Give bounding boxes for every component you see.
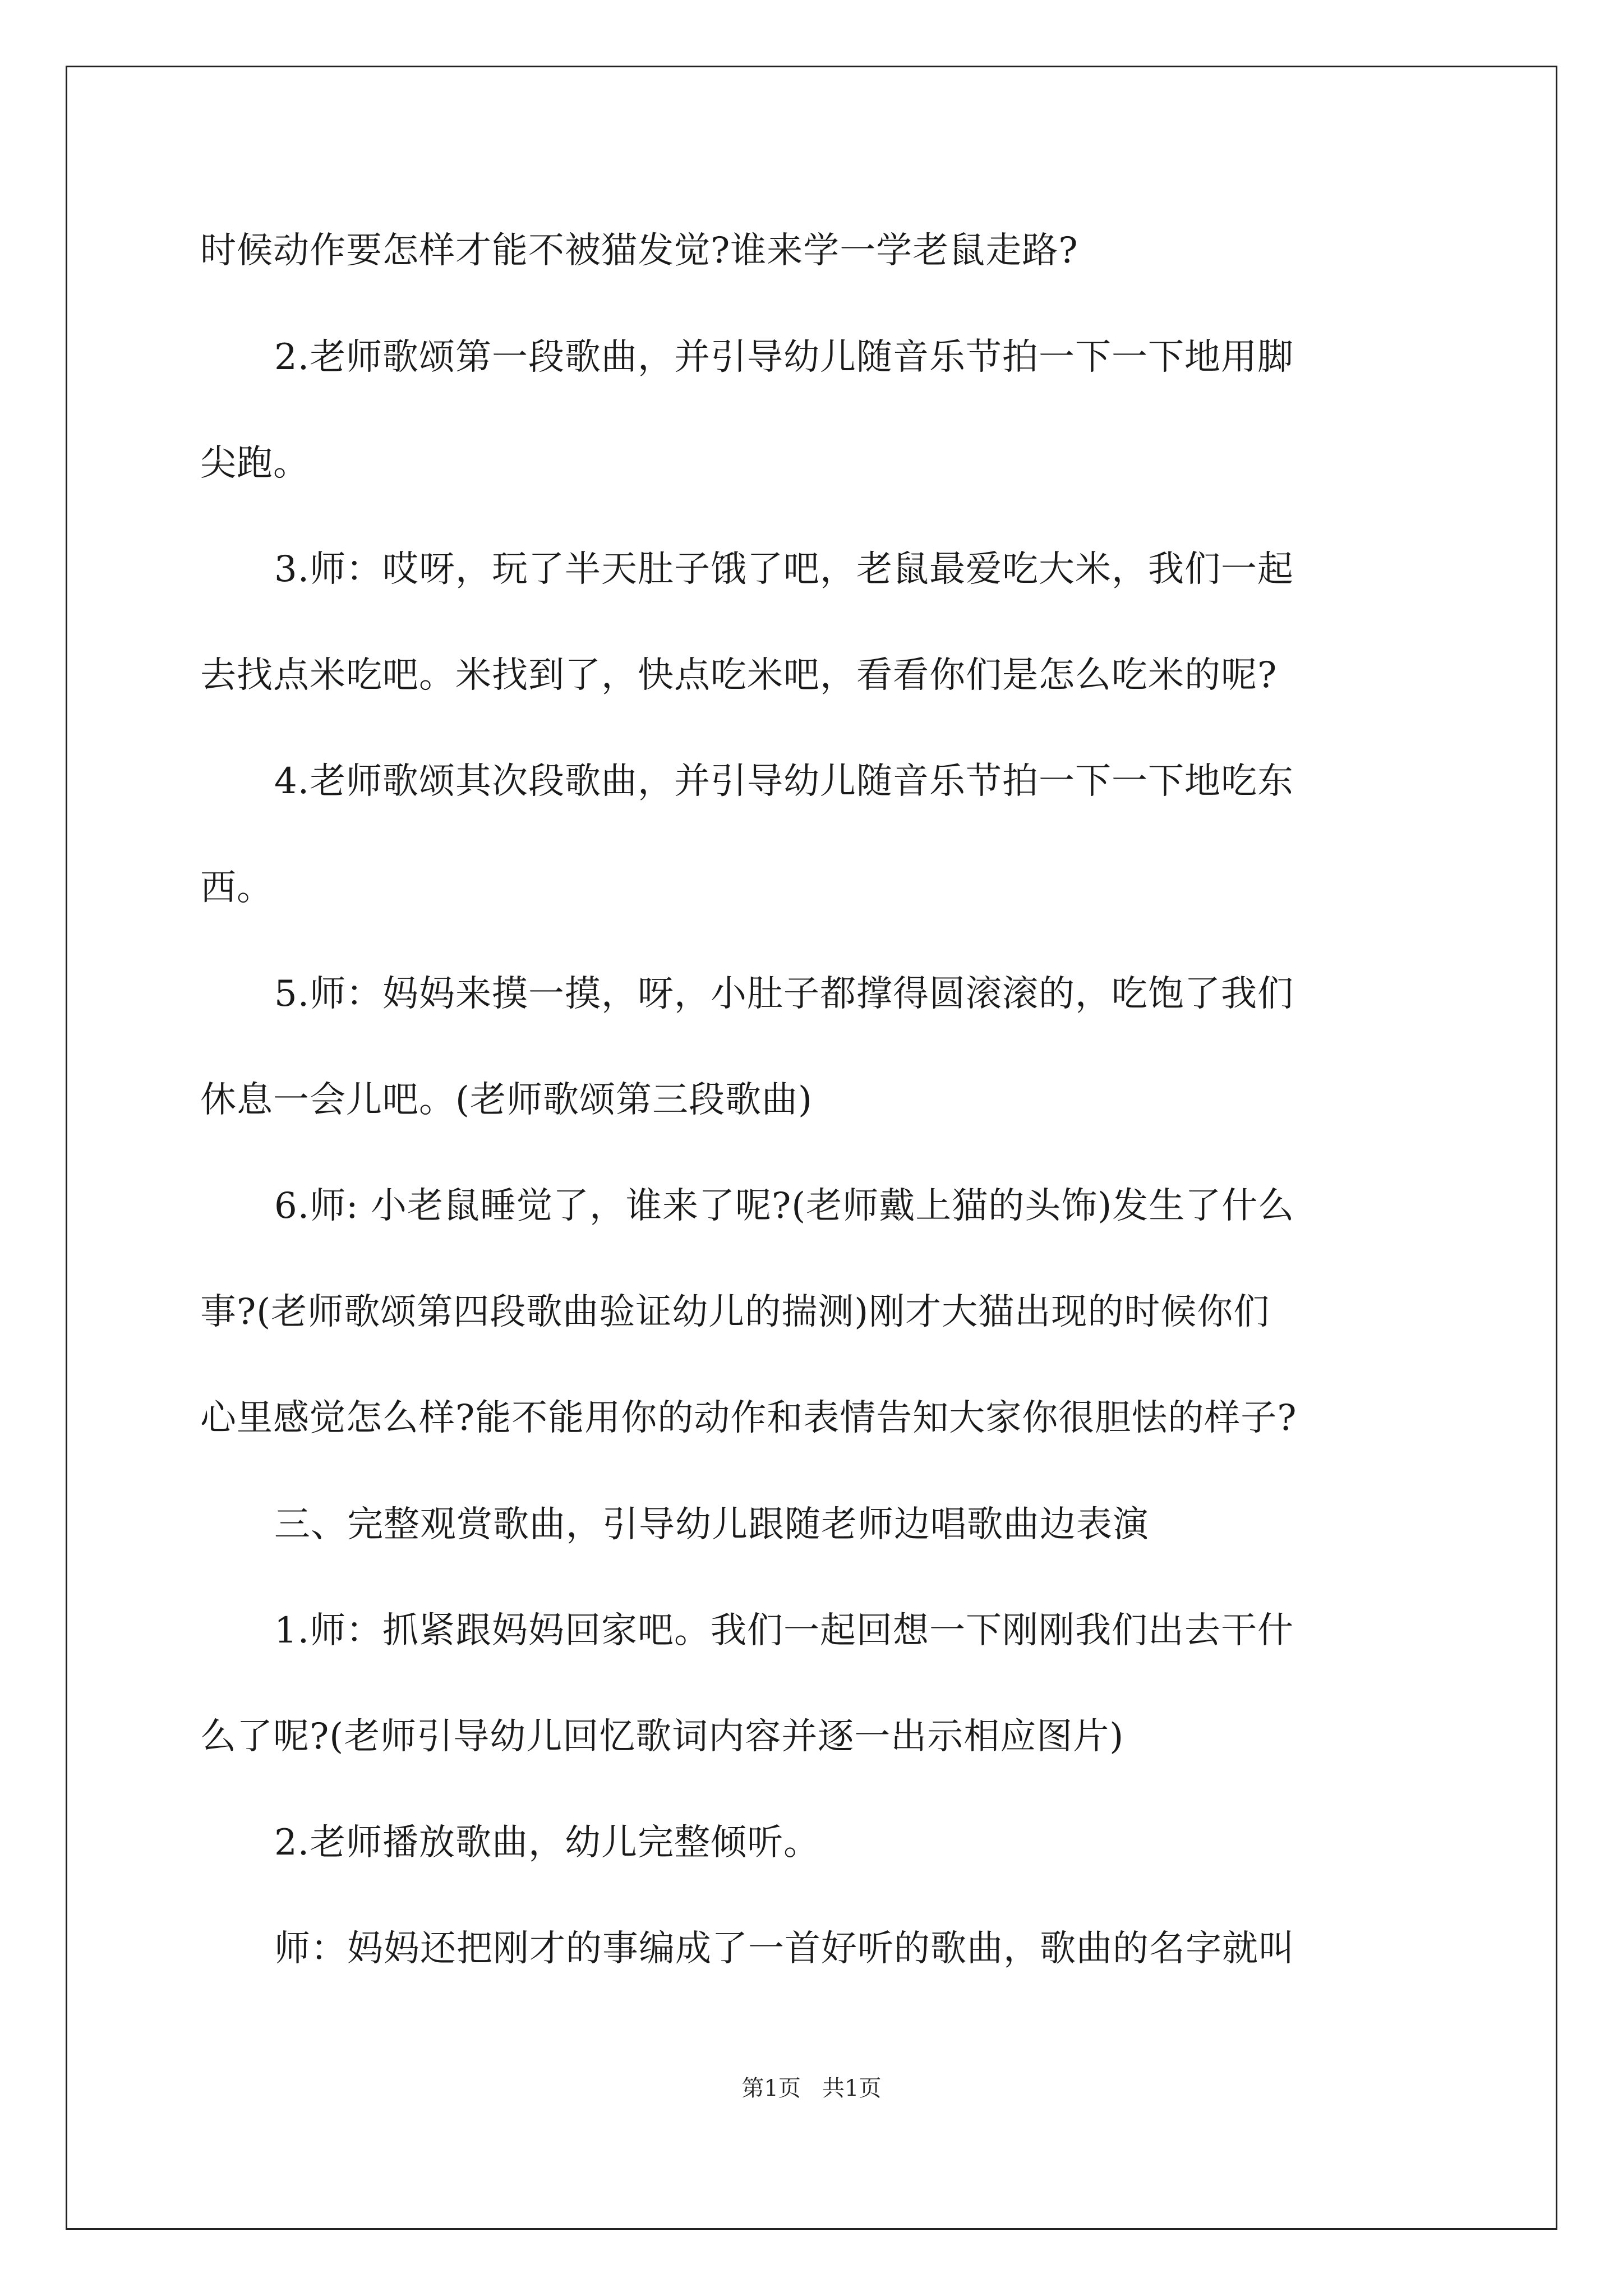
text-line: 2.老师播放歌曲，幼儿完整倾听。 [274, 1822, 820, 1864]
text-line: 事?(老师歌颂第四段歌曲验证幼儿的揣测)刚才大猫出现的时候你们 [200, 1291, 1270, 1333]
text-line: 西。 [200, 867, 273, 909]
page-number-footer: 第1页 共1页 [741, 2076, 882, 2101]
text-line: 1.师：抓紧跟妈妈回家吧。我们一起回想一下刚刚我们出去干什 [274, 1610, 1294, 1651]
text-line: 尖跑。 [200, 443, 310, 484]
text-line: 三、完整观赏歌曲，引导幼儿跟随老师边唱歌曲边表演 [274, 1504, 1149, 1545]
text-line: 休息一会儿吧。(老师歌颂第三段歌曲) [200, 1079, 813, 1121]
text-line: 心里感觉怎么样?能不能用你的动作和表情告知大家你很胆怯的样子? [200, 1397, 1297, 1439]
text-line: 2.老师歌颂第一段歌曲，并引导幼儿随音乐节拍一下一下地用脚 [274, 337, 1294, 378]
page-border [66, 66, 1557, 2230]
text-line: 6.师: 小老鼠睡觉了，谁来了呢?(老师戴上猫的头饰)发生了什么 [274, 1185, 1295, 1227]
text-line: 3.师：哎呀，玩了半天肚子饿了吧，老鼠最爱吃大米，我们一起 [274, 549, 1294, 590]
text-line: 去找点米吃吧。米找到了，快点吃米吧，看看你们是怎么吃米的呢? [200, 655, 1278, 696]
text-line: 师：妈妈还把刚才的事编成了一首好听的歌曲，歌曲的名字就叫 [274, 1928, 1295, 1970]
text-line: 5.师：妈妈来摸一摸，呀，小肚子都撑得圆滚滚的，吃饱了我们 [274, 973, 1294, 1015]
text-line: 么了呢?(老师引导幼儿回忆歌词内容并逐一出示相应图片) [200, 1716, 1124, 1757]
text-line: 时候动作要怎样才能不被猫发觉?谁来学一学老鼠走路? [200, 230, 1078, 272]
text-line: 4.老师歌颂其次段歌曲，并引导幼儿随音乐节拍一下一下地吃东 [274, 761, 1294, 802]
